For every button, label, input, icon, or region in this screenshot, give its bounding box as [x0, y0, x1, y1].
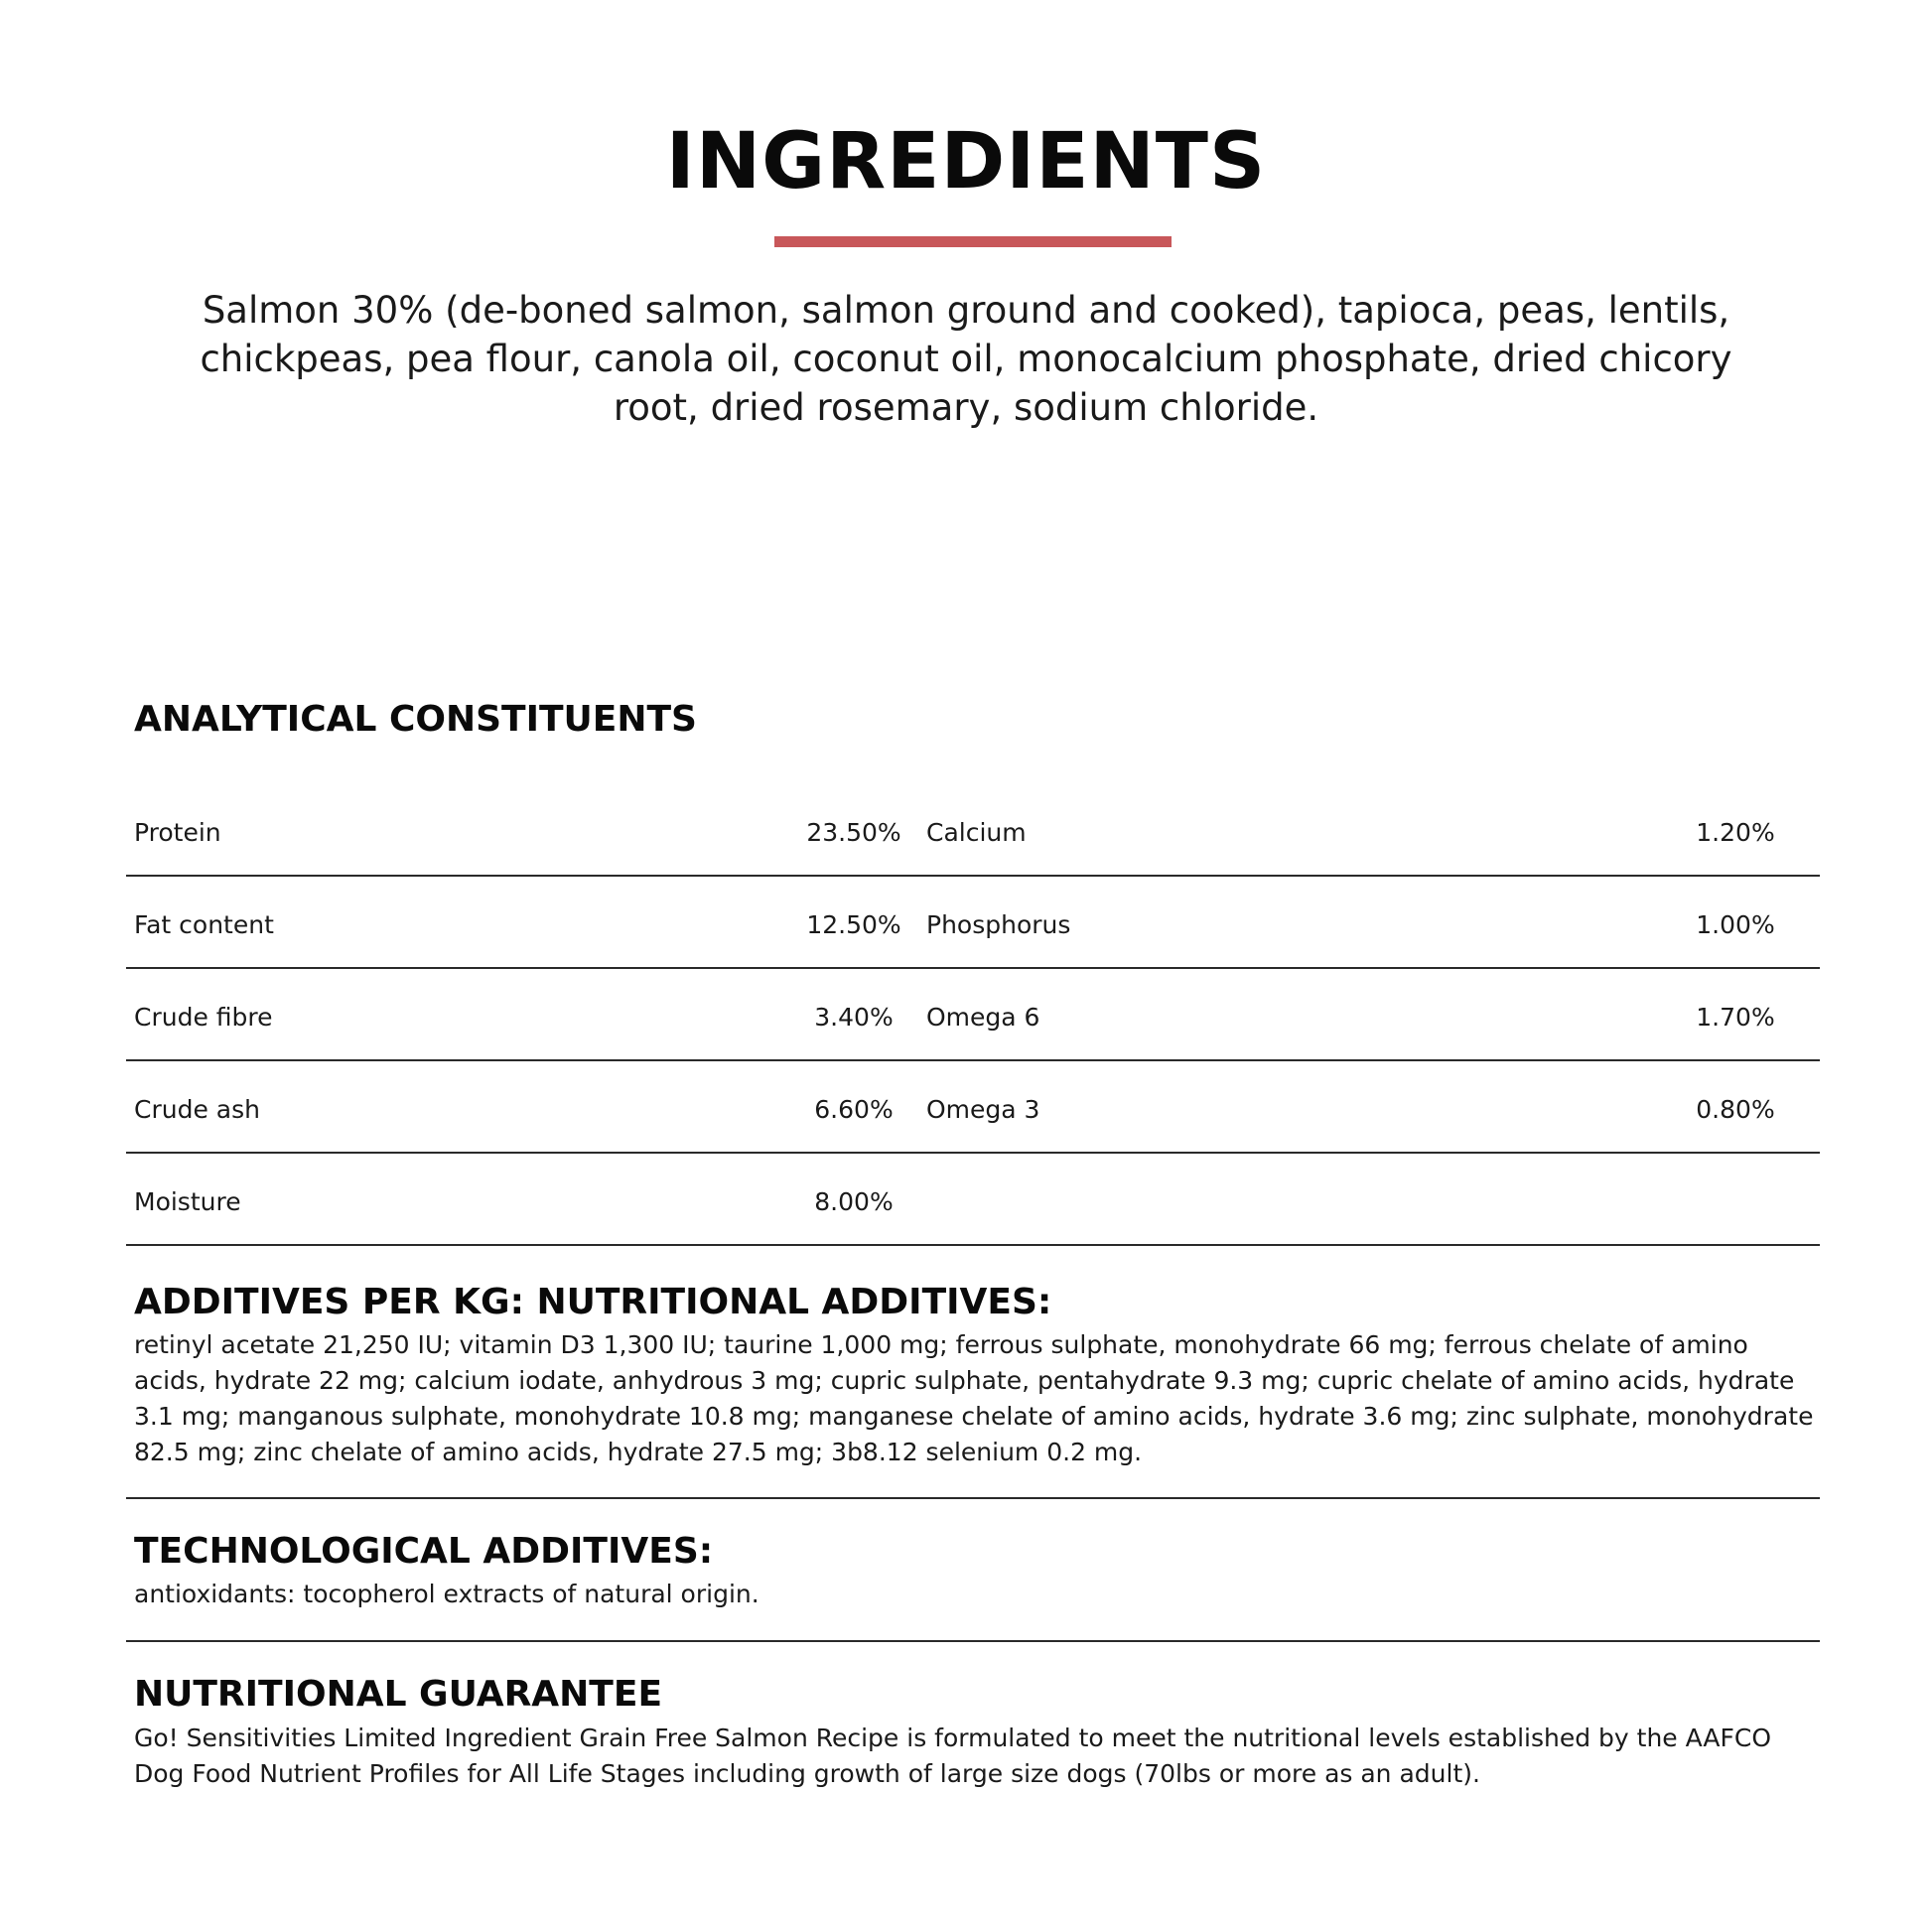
- constituent-name: Protein: [134, 818, 221, 847]
- analytical-constituents-heading: ANALYTICAL CONSTITUENTS: [134, 699, 697, 740]
- constituent-value: 3.40%: [814, 1003, 894, 1032]
- constituent-value: 1.00%: [1696, 910, 1775, 939]
- section-divider: [126, 1497, 1820, 1499]
- technological-additives-text: antioxidants: tocopherol extracts of natural origin.: [134, 1580, 759, 1608]
- additives-text: retinyl acetate 21,250 IU; vitamin D3 1,300 IU; taurine 1,000 mg; ferrous sulphate, monohydrate 66 mg; ferrous chelate of amino acids, hydrate 22 mg; calcium iodate, anhydrous 3 mg; cupric sulphate, pentahydrate 9.3 mg; cupric chelate of amino acids, hydrate 3.1 mg; manganous sulphate, monohydrate 10.8 mg; manganese chelate of amino acids, hydrate 3.6 mg; zinc sulphate, monohydrate 82.5 mg; zinc chelate of amino acids, hydrate 27.5 mg; 3b8.12 selenium 0.2 mg.: [134, 1330, 1814, 1466]
- ingredients-list: Salmon 30% (de-boned salmon, salmon ground and cooked), tapioca, peas, lentils, chickpeas, pea flour, canola oil, coconut oil, monocalcium phosphate, dried chicory root, dried rosemary, sodium chloride.: [200, 289, 1732, 429]
- additives-heading: ADDITIVES PER KG: NUTRITIONAL ADDITIVES:: [134, 1282, 1052, 1322]
- constituent-value: 1.70%: [1696, 1003, 1775, 1032]
- technological-additives-heading: TECHNOLOGICAL ADDITIVES:: [134, 1531, 714, 1572]
- table-row: [126, 1061, 1820, 1154]
- constituent-name: Omega 6: [926, 1003, 1040, 1032]
- constituent-value: 1.20%: [1696, 818, 1775, 847]
- nutritional-guarantee-heading: NUTRITIONAL GUARANTEE: [134, 1674, 663, 1715]
- constituent-name: Moisture: [134, 1187, 241, 1216]
- section-divider: [126, 1640, 1820, 1642]
- constituent-value: 23.50%: [806, 818, 901, 847]
- page-title: INGREDIENTS: [665, 117, 1267, 207]
- constituent-value: 8.00%: [814, 1187, 894, 1216]
- constituent-name: Crude fibre: [134, 1003, 273, 1032]
- table-row: [126, 969, 1820, 1061]
- table-row: [126, 877, 1820, 969]
- constituent-value: 6.60%: [814, 1095, 894, 1124]
- analytical-constituents-table: [126, 784, 1820, 1246]
- constituent-name: Fat content: [134, 910, 274, 939]
- constituent-name: Phosphorus: [926, 910, 1071, 939]
- title-underline-accent: [774, 236, 1172, 247]
- table-row: [126, 784, 1820, 877]
- constituent-name: Calcium: [926, 818, 1027, 847]
- nutritional-guarantee-text: Go! Sensitivities Limited Ingredient Grain Free Salmon Recipe is formulated to meet the nutritional levels established by the AAFCO Dog Food Nutrient Profiles for All Life Stages including growth of large size dogs (70lbs or more as an adult).: [134, 1724, 1772, 1788]
- constituent-value: 0.80%: [1696, 1095, 1775, 1124]
- table-row: [126, 1154, 1820, 1246]
- constituent-name: Omega 3: [926, 1095, 1040, 1124]
- constituent-value: 12.50%: [806, 910, 901, 939]
- constituent-name: Crude ash: [134, 1095, 260, 1124]
